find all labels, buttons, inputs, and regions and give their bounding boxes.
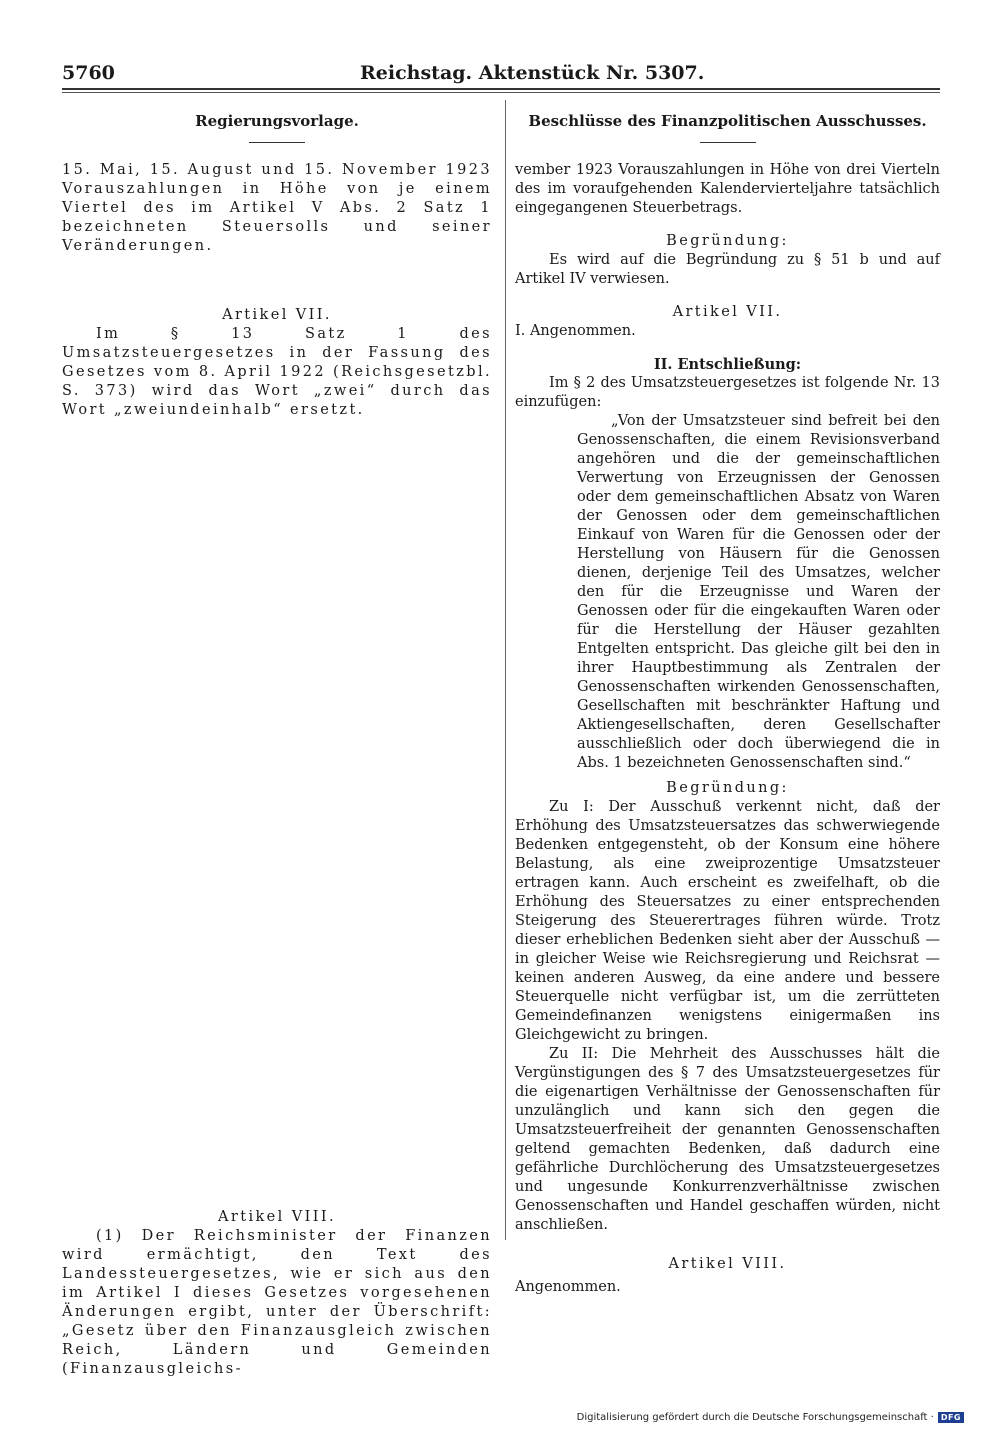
footer-credit-text: Digitalisierung gefördert durch die Deutsche Forschungsgemeinschaft · — [576, 1412, 934, 1423]
left-article-7-text: Im § 13 Satz 1 des Umsatzsteuergesetzes in der Fassung des Gesetzes vom 8. April 1922 (Reichsgesetzbl. S. 373) wird das Wort „zwei“ durch das Wort „zweiundeinhalb“ ersetzt. — [62, 326, 492, 418]
right-quoted-provision: „Von der Umsatzsteuer sind befreit bei den Genossenschaften, die einem Revisionsverband angehören und die der gemeinschaftlichen Verwertung von Erzeugnissen der Genossen oder dem gemeinschaftlichen Absatz von Waren der Genossen oder dem gemeinschaftlichen Einkauf von Waren für die Genossen oder der Herstellung von Häusern für die Genossen dienen, derjenige Teil des Umsatzes, welcher den für die Erzeugnisse und Waren der Genossen oder für die eingekauften Waren oder für die Herstellung der Häuser gezahlten Entgelten entspricht. Das gleiche gilt bei den in ihrer Hauptbestimmung als Zentralen der Genossenschaften wirkenden Genossenschaften, Gesellschaften mit beschränkter Haftung und Aktiengesellschaften, deren Gesellschafter ausschließlich oder doch überwiegend die in Abs. 1 bezeichneten Genossenschaften sind.“ — [577, 413, 940, 771]
right-column — [515, 108, 940, 1297]
dfg-logo: DFG — [938, 1412, 964, 1423]
left-article-8-text: (1) Der Reichsminister der Finanzen wird ermächtigt, den Text des Landessteuergesetzes, wie er sich aus den im Artikel I dieses Gesetzes vorgesehenen Änderungen ergibt, unter der Überschrift: „Gesetz über den Finanzausgleich zwischen Reich, Ländern und Gemeinden (Finanzausgleichs- — [62, 1228, 492, 1377]
right-begruendung-1-title: Begründung: — [666, 233, 789, 249]
right-paragraph-1: vember 1923 Vorauszahlungen in Höhe von drei Vierteln des im voraufgehenden Kalendervierteljahre tatsächlich eingegangenen Steuerbetrags. — [515, 162, 940, 216]
right-article-8-title: Artikel VIII. — [668, 1256, 787, 1272]
right-article-7-item-2-text: Im § 2 des Umsatzsteuergesetzes ist folgende Nr. 13 einzufügen: — [515, 375, 940, 410]
right-begruendung-2-para-2: Zu II: Die Mehrheit des Ausschusses hält die Vergünstigungen des § 7 des Umsatzsteuergesetzes für die eigenartigen Verhältnisse der Genossenschaften für unzulänglich und kann sich den gegen die Umsatzsteuerfreiheit der genannten Genossenschaften geltend gemachten Bedenken, daß dadurch eine gefährliche Durchlöcherung des Umsatzsteuergesetzes und ungesunde Konkurrenzverhältnisse zwischen Genossenschaften und Handel geschaffen würden, nicht anschließen. — [515, 1046, 940, 1233]
right-article-7-item-1: I. Angenommen. — [515, 323, 636, 339]
left-column-heading: Regierungsvorlage. — [195, 112, 359, 130]
right-article-7-title: Artikel VII. — [672, 304, 783, 320]
left-column — [62, 108, 492, 1379]
header-rule — [62, 88, 940, 90]
left-article-7-title: Artikel VII. — [222, 307, 332, 323]
right-begruendung-2-title: Begründung: — [666, 780, 789, 796]
right-begruendung-2-para-1: Zu I: Der Ausschuß verkennt nicht, daß der Erhöhung des Umsatzsteuersatzes das schwerwiegende Bedenken entgegensteht, ob der Konsum eine höhere Belastung, als eine zweiprozentige Umsatzsteuer ertragen kann. Auch erscheint es zweifelhaft, ob die Erhöhung des Steuersatzes zu einer entsprechenden Steigerung des Steuerertrages führen würde. Trotz dieser erheblichen Bedenken sieht aber der Ausschuß — in gleicher Weise wie Reichsregierung und Reichsrat — keinen anderen Ausweg, da eine andere und bessere Steuerquelle nicht verfügbar ist, um die zerrütteten Gemeindefinanzen wenigstens einigermaßen ins Gleichgewicht zu bringen. — [515, 799, 940, 1043]
left-paragraph-1: 15. Mai, 15. August und 15. November 1923 Vorauszahlungen in Höhe von je einem Viertel des im Artikel V Abs. 2 Satz 1 bezeichneten Steuersolls und seiner Veränderungen. — [62, 162, 492, 254]
column-divider — [505, 100, 506, 1240]
heading-rule — [249, 142, 305, 143]
header-rule-thin — [62, 92, 940, 93]
right-column-heading: Beschlüsse des Finanzpolitischen Ausschusses. — [528, 112, 927, 130]
left-article-8-title: Artikel VIII. — [218, 1209, 336, 1225]
running-title: Reichstag. Aktenstück Nr. 5307. — [360, 62, 705, 84]
heading-rule — [700, 142, 756, 143]
right-article-7-item-2-title: II. Entschließung: — [653, 356, 802, 373]
right-begruendung-1-text: Es wird auf die Begründung zu § 51 b und auf Artikel IV verwiesen. — [515, 252, 940, 287]
footer-credit — [577, 1412, 964, 1423]
page-number: 5760 — [62, 62, 115, 84]
right-article-8-text: Angenommen. — [515, 1279, 621, 1295]
